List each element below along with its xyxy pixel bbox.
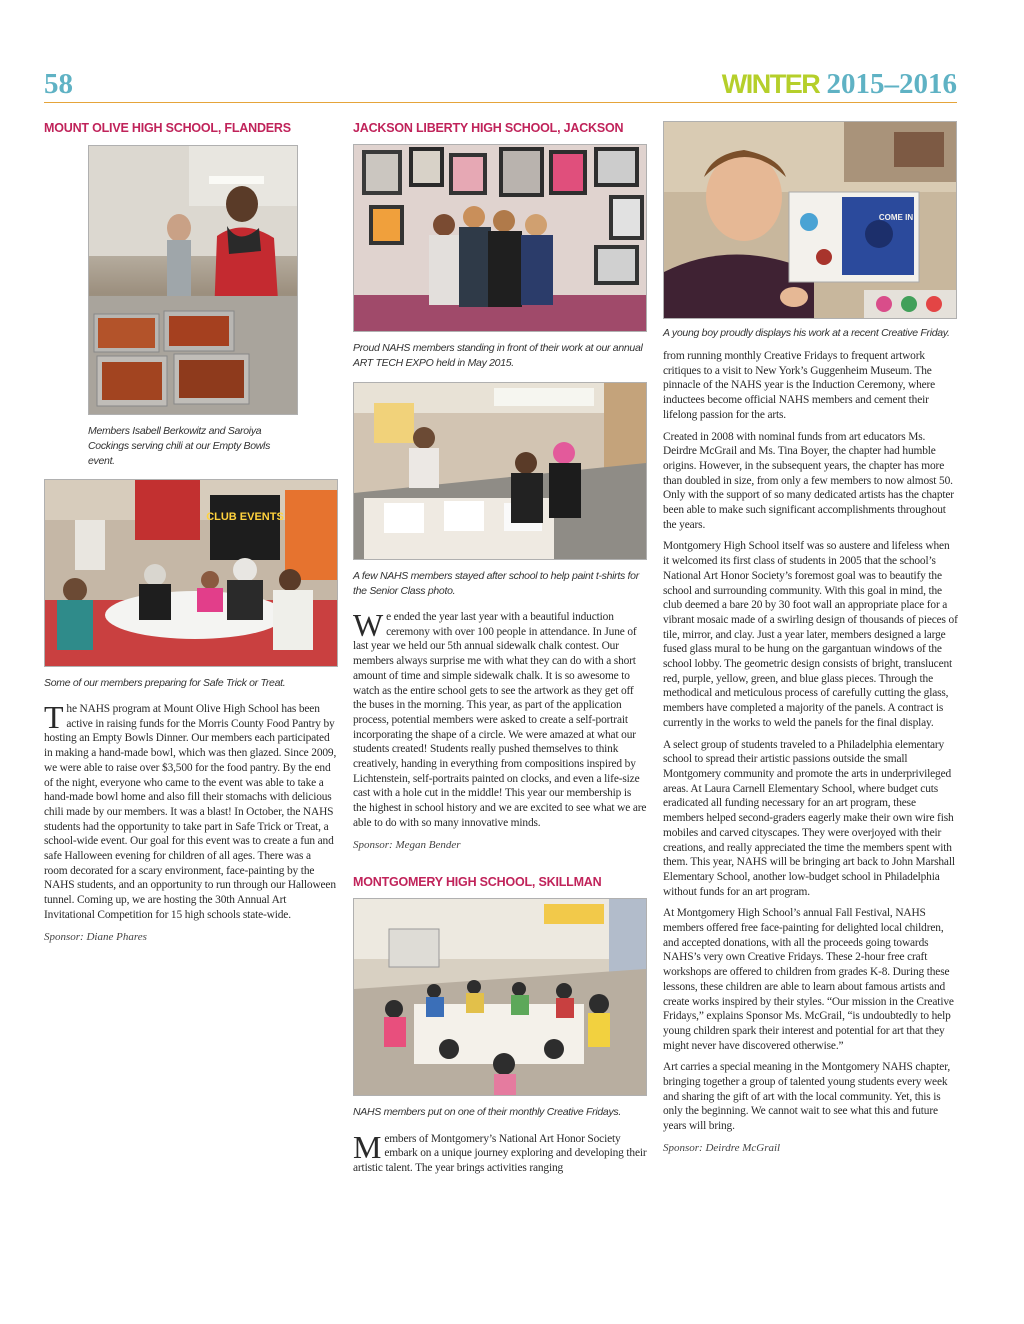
photo-safe-trick-or-treat	[44, 479, 338, 667]
caption-safe-trick-or-treat: Some of our members preparing for Safe Trick or Treat.	[44, 677, 286, 689]
page-header	[44, 66, 957, 103]
article-jackson-liberty-text: e ended the year last year with a beautiful induction ceremony with over 100 people in attendance. In June of last year we held our 5th annual sidewalk chalk contest. Our members always surprise me with what they can do with a short amount of time and simple sidewalk chalk. It is so awesome to watch as the entire school gets to see the artwork as they get off the buses in the morning. This year, as part of the application process, potential members were asked to create a self-portrait incorporating the shape of a circle. We were amazed at what our students created! Students really pushed themselves to think creatively, handing in everything from compositions inspired by Lichtenstein, self-portraits painted on clocks, and even a life-size cast with a hole cut in the middle! This year our membership is the highest in school history and we are excited to see what we are able to do with so many innovative minds.	[353, 611, 647, 829]
sponsor-montgomery: Sponsor: Deirdre McGrail	[663, 1141, 781, 1154]
photo-creative-fridays	[353, 898, 647, 1096]
column-montgomery-continued	[663, 121, 958, 1154]
section-title-montgomery: MONTGOMERY HIGH SCHOOL, SKILLMAN	[353, 874, 602, 889]
artwork-card-text: COME IN	[878, 213, 914, 222]
paragraph-3: Montgomery High School itself was so austere and lifeless when it welcomed its first class of students in 2005 that the school’s National Art Honor Society’s foremost goal was to beautify the school and surrounding community. With this goal in mind, the club deemed a bare 20 by 30 foot wall an appropriate place for a vibrant mosaic made of a swirling design of thousands of pieces of tile, mirror, and clay. Just a year later, members designed a large fused glass mural to be hung on the gargantuan windows of the school lobby. The geometric design consists of bright, translucent red, purple, yellow, green, and blue glass pieces. Through the methodical and meticulous process of carefully cutting the glass, members have completed a majority of the panels. A contract is currently in the works to weld the panels for the final display.	[663, 540, 958, 729]
photo-painting-tshirts	[353, 382, 647, 560]
paragraph-4: A select group of students traveled to a Philadelphia elementary school to spread their artistic passions outside the small Montgomery community and promote the arts in underprivileged areas. At Laura Carnell Elementary School, where budget cuts eradicated all funding necessary for an art program, these members helped second-graders eagerly make their own wire fish mobiles and carved cityscapes. They were overjoyed with their creations, and really appreciated the time the members spent with them. This year, NAHS will be bringing art back to John Marshall Elementary School, another low-budget school in Philadelphia without funds for an art program.	[663, 738, 955, 898]
photo-boy-artwork	[663, 121, 957, 319]
photo-empty-bowls	[88, 145, 298, 415]
issue-season	[722, 68, 957, 101]
article-mount-olive-text: he NAHS program at Mount Olive High School has been active in raising funds for the Morris County Food Pantry by hosting an Empty Bowls Dinner. Our members each participated in making a hand-made bowl, which was then glazed. Since 2009, we were able to raise over $3,500 for the food pantry. By the end of the night, everyone who came to the event was able to take a hand-made bowl home and also fill their stomachs with delicious chili made by our members. It was a blast! In October, the NAHS students had the opportunity to take part in Safe Trick or Treat, a school-wide event. Our goal for this event was to create a fun and safe Halloween evening for children of all ages. There was a room decorated for a scary environment, face-painting by the NAHS students, and an opportunity to run through our Halloween tunnel. Coming up, we are hosting the 30th Annual Art Invitational Competition for 15 high schools state-wide.	[44, 703, 337, 921]
paragraph-5: At Montgomery High School’s annual Fall Festival, NAHS members offered free face-painting for delighted local children, and accepted donations, with all the proceeds going towards NAHS’s very own Creative Fridays. These 2-hour free craft workshops are offered to children from grades K-8. During these lessons, these children are able to learn about famous artists and create works inspired by their styles. “Our mission in the Creative Fridays,” explains Sponsor Ms. McGrail, “is undoubtedly to help young children spark their interest and potential for art that they might never have discovered otherwise.”	[663, 907, 954, 1052]
dropcap-t: T	[44, 699, 64, 735]
caption-empty-bowls: Members Isabell Berkowitz and Saroiya Cockings serving chili at our Empty Bowls event.	[88, 425, 271, 467]
section-title-mount-olive: MOUNT OLIVE HIGH SCHOOL, FLANDERS	[44, 121, 291, 135]
article-montgomery-intro-text: embers of Montgomery’s National Art Honor Society embark on a unique journey exploring and developing their artistic talent. The year brings activities ranging	[353, 1132, 647, 1174]
photo-art-tech-expo	[353, 144, 647, 332]
paragraph-2: Created in 2008 with nominal funds from art educators Ms. Deirdre McGrail and Ms. Tina Boyer, the chapter had humble origins. However, in the subsequent years, the chapter has more than doubled in size, from only a few members to now almost 50. Only with the support of so many dedicated artists has the chapter been able to make such significant accomplishments throughout the years.	[663, 430, 954, 531]
article-mount-olive	[44, 699, 337, 923]
caption-creative-fridays: NAHS members put on one of their monthly Creative Fridays.	[353, 1105, 621, 1118]
dropcap-m: M	[353, 1128, 382, 1165]
club-events-sign: CLUB EVENTS	[206, 511, 284, 523]
paragraph-1: from running monthly Creative Fridays to frequent artwork critiques to a visit to New York’s Guggenheim Museum. The pinnacle of the NAHS year is the Induction Ceremony, where inductees become official NAHS members and cement their lifelong passion for the arts.	[663, 350, 936, 421]
column-mount-olive	[44, 118, 337, 943]
article-jackson-liberty	[353, 607, 647, 831]
section-title-jackson-liberty: JACKSON LIBERTY HIGH SCHOOL, JACKSON	[353, 121, 624, 135]
caption-art-tech-expo: Proud NAHS members standing in front of their work at our annual ART TECH EXPO held in May 2015.	[353, 342, 643, 369]
column-jackson-liberty	[353, 118, 647, 1176]
caption-painting-tshirts: A few NAHS members stayed after school to help paint t-shirts for the Senior Class photo.	[353, 570, 639, 597]
season-years: 2015–2016	[826, 68, 957, 100]
dropcap-w: W	[353, 607, 384, 643]
article-montgomery-intro	[353, 1128, 647, 1176]
caption-boy-artwork: A young boy proudly displays his work at a recent Creative Friday.	[663, 327, 950, 339]
page-number: 58	[44, 68, 73, 100]
paragraph-6: Art carries a special meaning in the Montgomery NAHS chapter, bringing together a group of talented young students every week and sharing the gift of art with the local community. Yet, this is only the beginning. We cannot wait to see what this and future years will bring.	[663, 1061, 951, 1133]
sponsor-mount-olive: Sponsor: Diane Phares	[44, 930, 147, 943]
sponsor-jackson-liberty: Sponsor: Megan Bender	[353, 838, 461, 851]
season-word: WINTER	[721, 69, 820, 99]
